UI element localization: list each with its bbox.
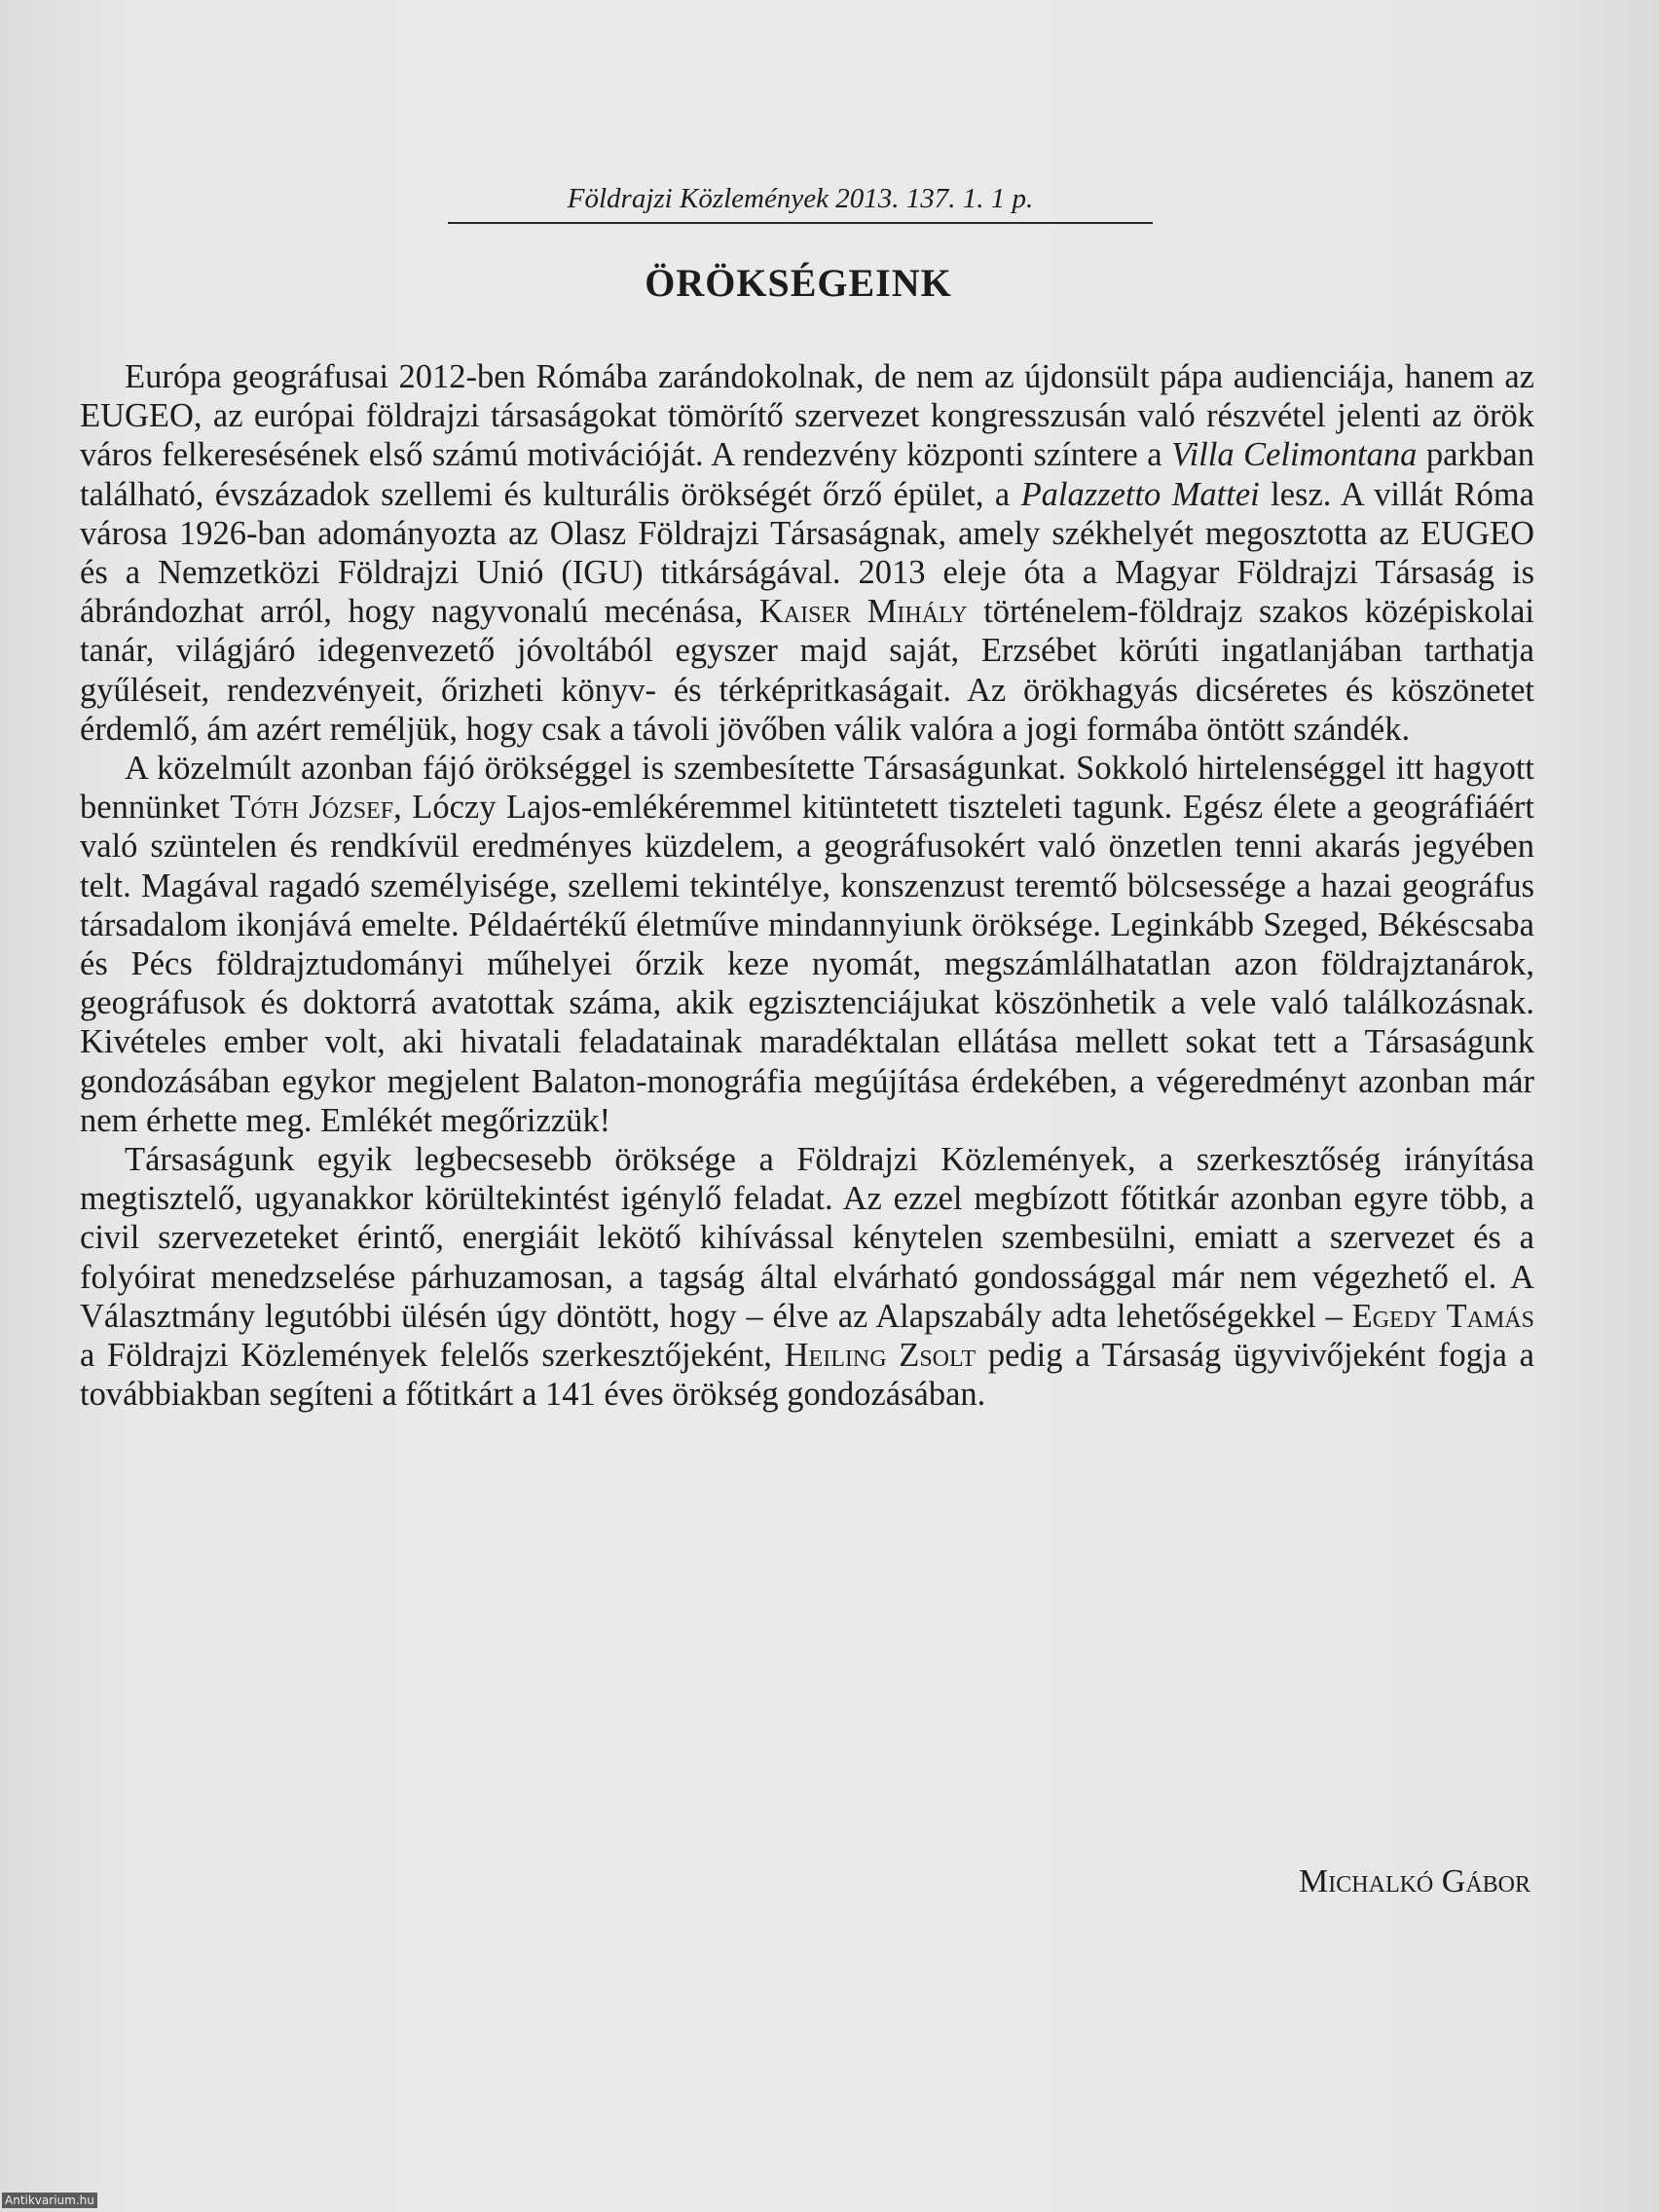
- author-signature: Michalkó Gábor: [1299, 1863, 1530, 1899]
- person-name: Kaiser Mihály: [758, 593, 968, 631]
- paragraph-3-text-2: a Földrajzi Közlemények felelős szerkesztőjeként,: [80, 1337, 785, 1375]
- paragraph-3-text-3: pedig a Társaság ügyvivőjeként fogja a továbbiakban segíteni a főtitkárt a 141 éves örökség gondozásában.: [80, 1337, 1534, 1414]
- person-name: Heiling Zsolt: [784, 1337, 977, 1375]
- paragraph-2: [80, 749, 1534, 1140]
- villa-name: Villa Celimontana: [1171, 436, 1418, 474]
- site-watermark: Antikvarium.hu: [2, 2193, 97, 2208]
- paragraph-1: [80, 357, 1534, 749]
- article-body: [80, 357, 1534, 1414]
- header-rule: [448, 222, 1153, 224]
- paragraph-3: [80, 1140, 1534, 1414]
- paragraph-2-text-2: , Lóczy Lajos-emlékéremmel kitüntetett tiszteleti tagunk. Egész élete a geográfiáért való szüntelen és rendkívül eredményes küzdelem, a geográfusokért való önzetlen tenni akarás jegyében telt. Magával ragadó személyisége, szellemi tekintélye, konszenzust teremtő bölcsessége a hazai geográfus társadalom ikonjává emelte. Példaértékű életműve mindannyiunk öröksége. Leginkább Szeged, Békéscsaba és Pécs földrajztudományi műhelyei őrzik keze nyomát, megszámlálhatatlan azon földrajztanárok, geográfusok és doktorrá avatottak száma, akik egzisztenciájukat köszönhetik a vele való találkozásnak. Kivételes ember volt, aki hivatali feladatainak maradéktalan ellátása mellett sokat tett a Társaságunk gondozásában egykor megjelent Balaton-monográfia megújítása érdekében, a végeredményt azonban már nem érhette meg. Emlékét megőrizzük!: [80, 789, 1534, 1139]
- paragraph-1-text-1: Európa geográfusai 2012-ben Rómába zarándokolnak, de nem az újdonsült pápa audienciája, hanem az EUGEO, az európai földrajzi társaságokat tömörítő szervezet kongresszusán való részvétel jelenti az örök város felkeresésének első számú motivációját. A rendezvény központi színtere a: [80, 358, 1534, 474]
- journal-header: Földrajzi Közlemények 2013. 137. 1. 1 p.: [567, 183, 1034, 214]
- palazzetto-name: Palazzetto Mattei: [1020, 475, 1260, 513]
- paragraph-2-text-1: A közelmúlt azonban fájó örökséggel is szembesítette Társaságunkat. Sokkoló hirtelenséggel itt hagyott bennünket: [80, 750, 1534, 827]
- article-title: ÖRÖKSÉGEINK: [645, 261, 952, 305]
- paragraph-3-text-1: Társaságunk egyik legbecsesebb öröksége a Földrajzi Közlemények, a szerkesztőség irányítása megtisztelő, ugyanakkor körültekintést igénylő feladat. Az ezzel megbízott főtitkár azonban egyre több, a civil szervezeteket érintő, energiáit lekötő kihívással kénytelen szembesülni, emiatt a szervezet és a folyóirat menedzselése párhuzamosan, a tagság által elvárható gondossággal már nem végezhető el. A Választmány legutóbbi ülésén úgy döntött, hogy – élve az Alapszabály adta lehetőségekkel –: [80, 1141, 1534, 1335]
- person-name: Tóth József: [230, 789, 394, 827]
- paragraph-1-text-2: parkban található, évszázadok szellemi és kulturális örökségét őrző épület, a: [80, 436, 1534, 513]
- person-name: Egedy Tamás: [1351, 1297, 1534, 1335]
- paragraph-1-text-4: történelem-földrajz szakos középiskolai tanár, világjáró idegenvezető jóvoltából egyszer majd saját, Erzsébet körúti ingatlanjában tarthatja gyűléseit, rendezvényeit, őrizheti könyv- és térképritkaságait. Az örökhagyás dicséretes és köszönetet érdemlő, ám azért reméljük, hogy csak a távoli jövőben válik valóra a jogi formába öntött szándék.: [80, 593, 1534, 748]
- paragraph-1-text-3: lesz. A villát Róma városa 1926-ban adományozta az Olasz Földrajzi Társaságnak, amely székhelyét megosztotta az EUGEO és a Nemzetközi Földrajzi Unió (IGU) titkárságával. 2013 eleje óta a Magyar Földrajzi Társaság is ábrándozhat arról, hogy nagyvonalú mecénása,: [80, 475, 1534, 631]
